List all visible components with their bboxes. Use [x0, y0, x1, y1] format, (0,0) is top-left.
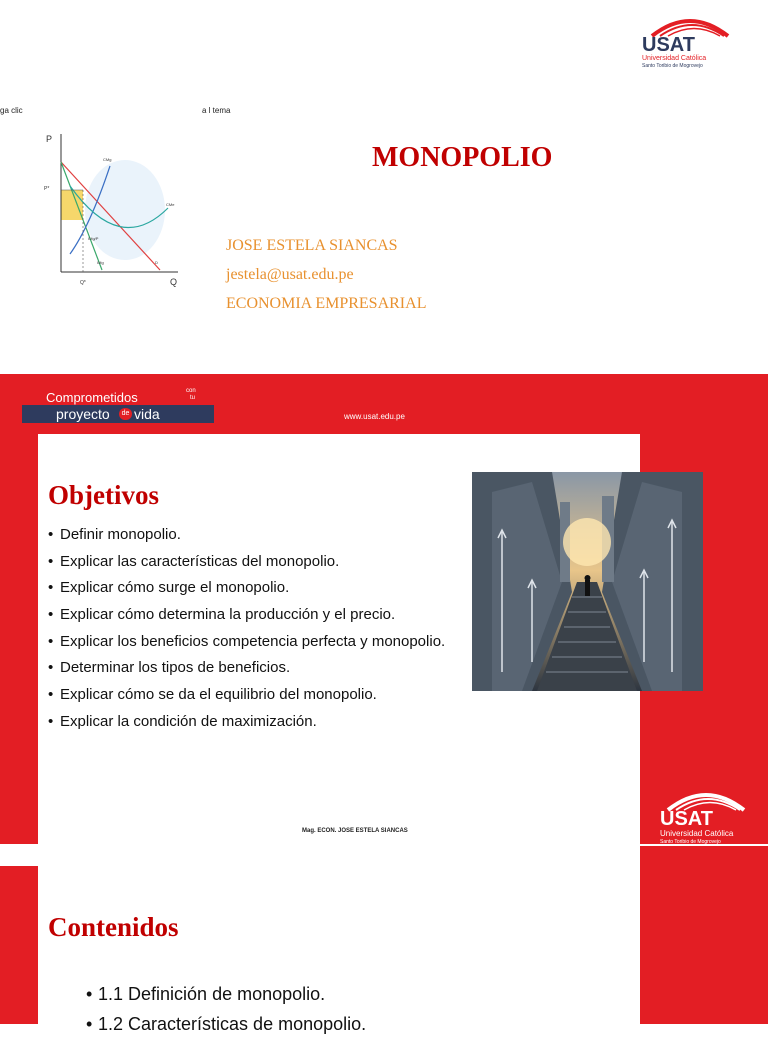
banner-de: de	[119, 408, 132, 420]
p-star-label: P*	[44, 186, 50, 192]
usat-logo-white-name: USAT	[660, 808, 713, 830]
objectives-slide	[0, 374, 768, 844]
q-star-label: Q*	[80, 280, 86, 286]
usat-logo-line1: Universidad Católica	[642, 55, 707, 62]
signature: Mag. ECON. JOSE ESTELA SIANCAS	[302, 828, 408, 834]
author-name: JOSE ESTELA SIANCAS	[226, 237, 398, 254]
objective-item: • Explicar los beneficios competencia perfecta y monopolio.	[48, 632, 448, 652]
objective-item: • Explicar cómo surge el monopolio.	[48, 578, 448, 598]
objective-item: • Explicar cómo determina la producción y el precio.	[48, 605, 448, 625]
banner-line1: Comprometidos	[46, 390, 138, 405]
contents-item: • 1.1 Definición de monopolio.	[86, 982, 486, 1006]
left-accent-bar	[0, 866, 38, 1024]
banner-line2-b: vida	[134, 406, 160, 422]
banner-line2-a: proyecto	[56, 406, 110, 422]
click-hint-left: ga clic	[0, 106, 23, 115]
title-slide	[0, 0, 768, 372]
cmg-label: CMg	[103, 157, 112, 162]
objective-item: • Explicar las características del monopolio.	[48, 552, 448, 572]
objectives-list	[48, 525, 448, 739]
graph-watermark	[85, 160, 165, 260]
objective-item: • Determinar los tipos de beneficios.	[48, 658, 448, 678]
click-hint-right: a l tema	[202, 106, 231, 115]
banner-bottom	[22, 405, 214, 423]
banner-top	[22, 390, 214, 405]
img-label: IMg	[97, 260, 104, 265]
stairway-image	[472, 472, 703, 691]
usat-logo	[640, 12, 740, 72]
objectives-heading: Objetivos	[48, 480, 159, 510]
objective-item: • Explicar la condición de maximización.	[48, 712, 448, 732]
x-axis-label: Q	[170, 277, 178, 287]
course-name: ECONOMIA EMPRESARIAL	[226, 295, 427, 312]
profit-area	[61, 190, 83, 220]
contents-item: • 1.2 Características de monopolio.	[86, 1012, 486, 1036]
monopoly-graph	[30, 126, 190, 290]
objective-item: • Explicar cómo se da el equilibrio del monopolio.	[48, 685, 448, 705]
usat-logo-name: USAT	[642, 34, 695, 56]
banner-con: con	[186, 388, 196, 394]
usat-logo-white	[656, 786, 756, 846]
contents-list	[86, 982, 486, 1042]
contents-slide	[0, 846, 768, 1034]
right-accent-bar	[640, 846, 768, 1024]
d-label: D	[155, 260, 158, 265]
slide-title: MONOPOLIO	[372, 142, 553, 173]
usat-logo-line2: Santo Toribio de Mogrovejo	[642, 63, 703, 69]
usat-logo-white-line1: Universidad Católica	[660, 829, 734, 838]
cme-label: CMe	[166, 202, 175, 207]
author-email: jestela@usat.edu.pe	[226, 266, 354, 283]
y-axis-label: P	[46, 134, 53, 144]
usat-logo-white-line2: Santo Toribio de Mogrovejo	[660, 839, 721, 845]
objectives-card	[38, 434, 640, 844]
img-p-label: IMg/P	[88, 236, 99, 241]
banner-tu: tu	[190, 395, 196, 401]
objective-item: • Definir monopolio.	[48, 525, 448, 545]
contents-heading: Contenidos	[48, 912, 179, 942]
website-url: www.usat.edu.pe	[344, 412, 405, 421]
